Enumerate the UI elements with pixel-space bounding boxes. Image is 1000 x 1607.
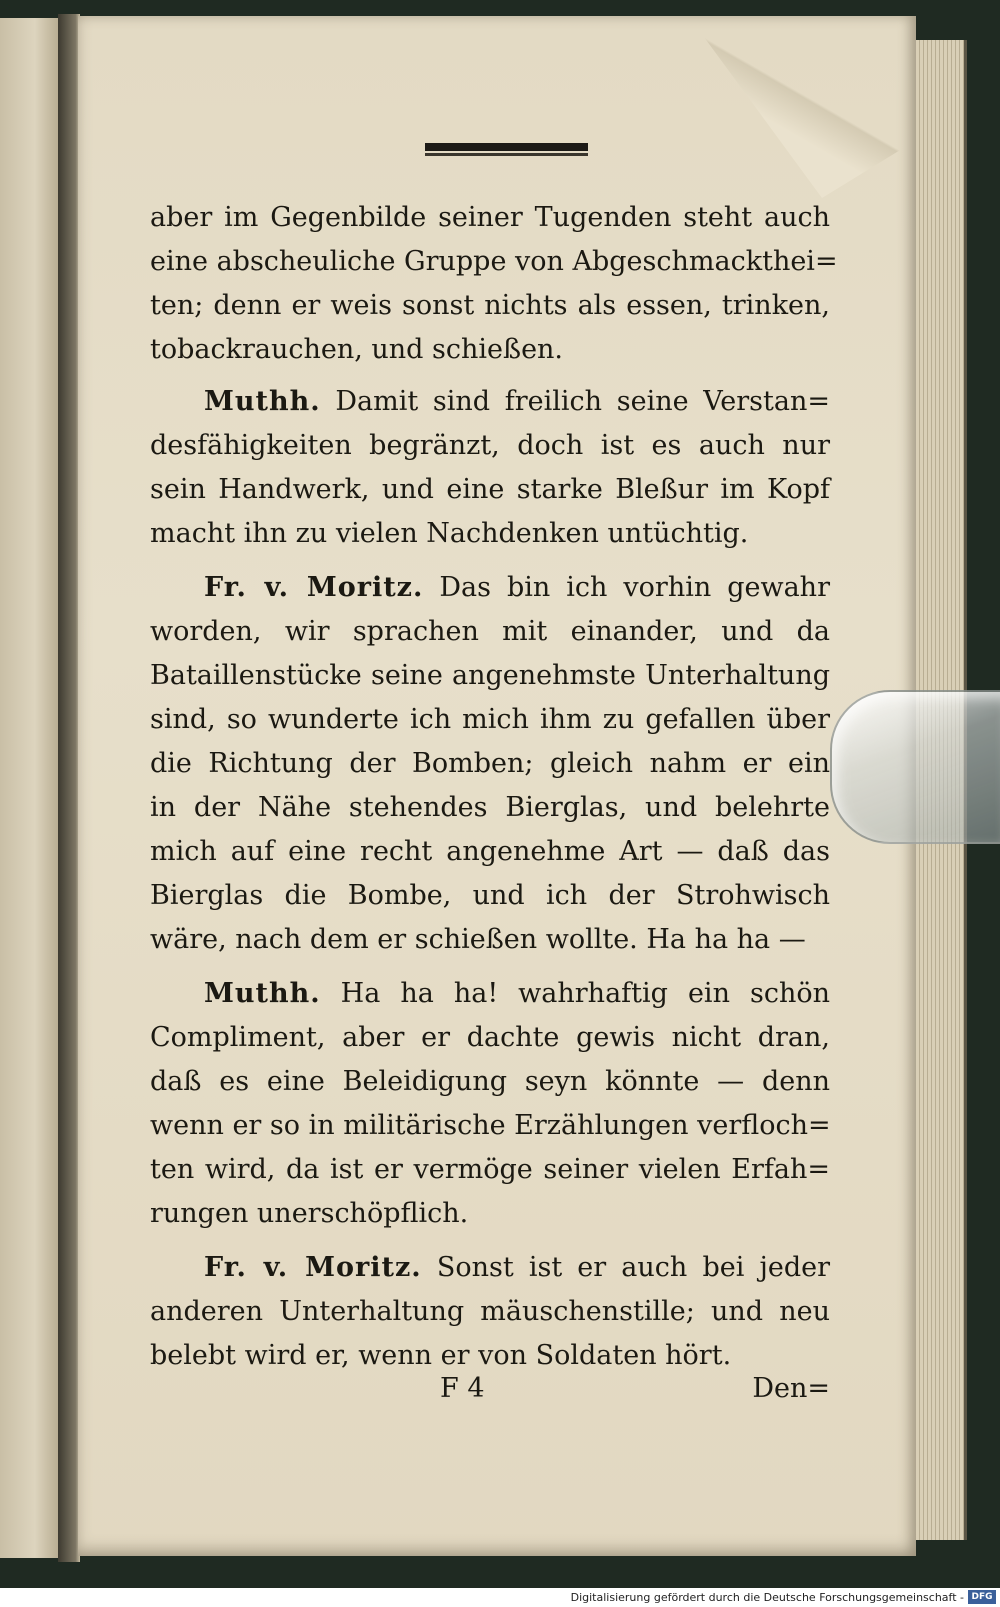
header-rule-thick: [425, 143, 588, 151]
line-text: Damit sind freilich seine Verstan=: [335, 386, 830, 417]
line-text: Ha ha ha! wahrhaftig ein schön: [340, 978, 830, 1009]
speaker-name: Fr. v. Moritz.: [204, 1252, 422, 1283]
credit-text: Digitalisierung gefördert durch die Deutsche Forschungsgemeinschaft -: [570, 1591, 964, 1604]
text-line: Bierglas die Bombe, und ich der Strohwisch: [150, 880, 830, 911]
text-line: desfähigkeiten begränzt, doch ist es auch nur: [150, 430, 830, 461]
paragraph: [150, 380, 830, 556]
text-line: aber im Gegenbilde seiner Tugenden steht auch: [150, 202, 830, 233]
header-rule: [425, 143, 588, 157]
paragraph: [150, 566, 830, 962]
text-line: macht ihn zu vielen Nachdenken untüchtig.: [150, 518, 749, 549]
text-line: worden, wir sprachen mit einander, und da: [150, 616, 830, 647]
text-line: mich auf eine recht angenehme Art — daß das: [150, 836, 830, 867]
paragraph: [150, 1246, 830, 1378]
header-rule-thin: [425, 153, 588, 156]
catchword: Den=: [752, 1373, 830, 1404]
book-gutter: [58, 14, 80, 1562]
page-clip: [830, 690, 1000, 844]
text-line: sein Handwerk, und eine starke Bleßur im Kopf: [150, 474, 830, 505]
paragraph: [150, 196, 838, 372]
text-line: Compliment, aber er dachte gewis nicht dran,: [150, 1022, 830, 1053]
speaker-name: Fr. v. Moritz.: [204, 572, 424, 603]
line-text: Sonst ist er auch bei jeder: [436, 1252, 830, 1283]
text-line: die Richtung der Bomben; gleich nahm er ein: [150, 748, 830, 779]
text-line: rungen unerschöpflich.: [150, 1198, 469, 1229]
text-line: [150, 1246, 830, 1290]
digitization-credit-bar: [0, 1588, 1000, 1607]
line-text: Das bin ich vorhin gewahr: [439, 572, 830, 603]
text-line: anderen Unterhaltung mäuschenstille; und neu: [150, 1296, 830, 1327]
text-line: [150, 972, 830, 1016]
text-line: ten; denn er weis sonst nichts als essen, trinken,: [150, 290, 830, 321]
page-footer: [150, 1373, 830, 1417]
page-text: [150, 196, 838, 1378]
text-line: [150, 380, 830, 424]
speaker-name: Muthh.: [204, 386, 321, 417]
text-line: eine abscheuliche Gruppe von Abgeschmackthei=: [150, 246, 838, 277]
text-line: wäre, nach dem er schießen wollte. Ha ha ha —: [150, 924, 806, 955]
facing-page-edge: [0, 18, 60, 1558]
text-line: in der Nähe stehendes Bierglas, und belehrte: [150, 792, 830, 823]
text-line: wenn er so in militärische Erzählungen verfloch=: [150, 1110, 831, 1141]
signature-mark: F 4: [440, 1373, 485, 1404]
text-line: [150, 566, 830, 610]
text-line: ten wird, da ist er vermöge seiner vielen Erfah=: [150, 1154, 830, 1185]
text-line: belebt wird er, wenn er von Soldaten hört.: [150, 1340, 732, 1371]
text-line: daß es eine Beleidigung seyn könnte — denn: [150, 1066, 830, 1097]
text-line: Bataillenstücke seine angenehmste Unterhaltung: [150, 660, 830, 691]
paragraph: [150, 972, 830, 1236]
text-line: sind, so wunderte ich mich ihm zu gefallen über: [150, 704, 830, 735]
speaker-name: Muthh.: [204, 978, 321, 1009]
dfg-logo: DFG: [968, 1590, 996, 1604]
text-line: tobackrauchen, und schießen.: [150, 334, 564, 365]
